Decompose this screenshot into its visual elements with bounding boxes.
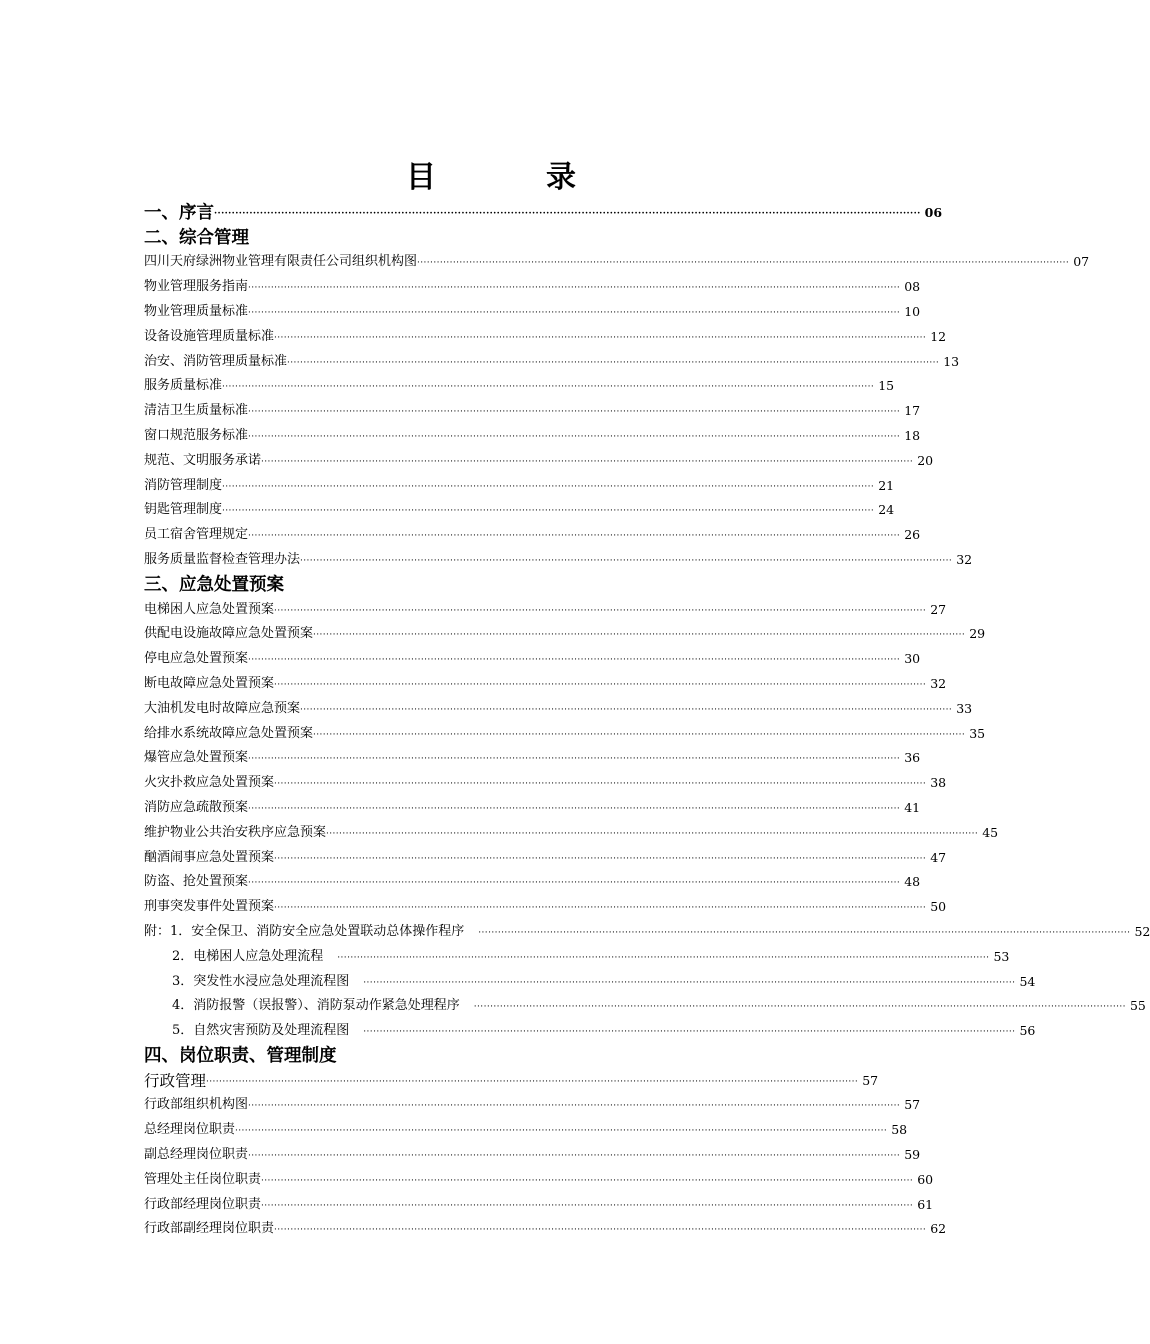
toc-page-number: 55 xyxy=(1129,998,1146,1014)
toc-page-number: 59 xyxy=(904,1147,921,1163)
toc-entry-label: 爆管应急处置预案 xyxy=(144,750,249,766)
toc-entry-label: 四川天府绿洲物业管理有限责任公司组织机构图 xyxy=(144,254,418,270)
title-char-1: 目 xyxy=(406,160,436,195)
dot-leader: ········································································································································································································ xyxy=(313,729,966,740)
dot-leader: ········································································································································································································ xyxy=(206,1076,859,1087)
toc-entry-label: 规范、文明服务承诺 xyxy=(144,452,262,468)
dot-leader: ········································································································································································································ xyxy=(300,704,953,715)
toc-page-number: 15 xyxy=(878,378,895,394)
toc-entry[interactable] xyxy=(144,1016,1036,1041)
toc-section-heading[interactable] xyxy=(144,1041,800,1066)
toc-entry-label: 2．电梯困人应急处理流程 xyxy=(172,948,324,964)
dot-leader: ········································································································································································································ xyxy=(363,1027,1016,1038)
dot-leader: ········································································································································································································ xyxy=(363,977,1016,988)
toc-page-number: 12 xyxy=(930,328,947,344)
dot-leader: ········································································································································································································ xyxy=(248,431,901,442)
dot-leader: ········································································································································································································ xyxy=(222,506,875,517)
toc-entry-label: 物业管理质量标准 xyxy=(144,303,249,319)
toc-page-number: 13 xyxy=(943,353,960,369)
toc-page-number: 54 xyxy=(1019,973,1036,989)
toc-page-number: 57 xyxy=(904,1097,921,1113)
toc-section-heading[interactable] xyxy=(144,570,800,595)
toc-entry-label: 钥匙管理制度 xyxy=(144,502,223,518)
toc-entry[interactable] xyxy=(144,818,999,843)
toc-entry-label: 行政部组织机构图 xyxy=(144,1097,249,1113)
toc-entry[interactable] xyxy=(144,744,921,769)
toc-entry-label: 刑事突发事件处置预案 xyxy=(144,899,275,915)
toc-entry-label: 4．消防报警（误报警）、消防泵动作紧急处理程序 xyxy=(172,998,460,1014)
dot-leader: ········································································································································································································ xyxy=(473,1002,1126,1013)
toc-entry-label: 供配电设施故障应急处置预案 xyxy=(144,626,314,642)
dot-leader: ········································································································································································································ xyxy=(248,655,901,666)
toc-entry-label: 治安、消防管理质量标准 xyxy=(144,353,288,369)
toc-entry[interactable] xyxy=(144,917,1150,942)
dot-leader: ········································································································································································································ xyxy=(248,1151,901,1162)
toc-entry-label: 副总经理岗位职责 xyxy=(144,1147,249,1163)
dot-leader: ········································································································································································································ xyxy=(248,407,901,418)
dot-leader: ········································································································································································································ xyxy=(248,531,901,542)
toc-entry-label: 断电故障应急处置预案 xyxy=(144,675,275,691)
title-char-2: 录 xyxy=(546,160,576,195)
toc-page-number: 27 xyxy=(930,601,947,617)
toc-entry[interactable] xyxy=(144,1091,921,1116)
dot-leader: ········································································································································································································ xyxy=(248,307,901,318)
toc-page-number: 08 xyxy=(904,279,921,295)
toc-entry-label: 二、综合管理 xyxy=(144,227,249,248)
toc-entry-label: 附：1．安全保卫、消防安全应急处置联动总体操作程序 xyxy=(144,923,465,939)
toc-entry-label: 行政管理 xyxy=(144,1071,207,1090)
toc-page-number: 18 xyxy=(904,427,921,443)
toc-entry-label: 大油机发电时故障应急预案 xyxy=(144,700,301,716)
toc-entry[interactable] xyxy=(144,520,921,545)
toc-entry[interactable] xyxy=(144,1190,934,1215)
toc-entry-label: 窗口规范服务标准 xyxy=(144,427,249,443)
toc-entry[interactable] xyxy=(144,967,1036,992)
toc-page-number: 47 xyxy=(930,849,947,865)
toc-entry-label: 清洁卫生质量标准 xyxy=(144,403,249,419)
dot-leader: ········································································································································································································ xyxy=(235,1126,888,1137)
dot-leader: ········································································································································································································ xyxy=(337,952,990,963)
toc-page-number: 26 xyxy=(904,527,921,543)
dot-leader: ········································································································································································································ xyxy=(274,332,927,343)
toc-entry-label: 三、应急处置预案 xyxy=(144,574,284,595)
toc-page-number: 20 xyxy=(917,452,934,468)
toc-entry-label: 设备设施管理质量标准 xyxy=(144,328,275,344)
toc-entry[interactable] xyxy=(144,545,973,570)
dot-leader: ········································································································································································································ xyxy=(261,456,914,467)
dot-leader: ········································································································································································································ xyxy=(478,927,1131,938)
page-title xyxy=(0,152,950,195)
toc-entry-label: 5．自然灾害预防及处理流程图 xyxy=(172,1023,350,1039)
toc-entry-label: 防盗、抢处置预案 xyxy=(144,874,249,890)
toc-entry-label: 四、岗位职责、管理制度 xyxy=(144,1045,337,1066)
toc-entry[interactable] xyxy=(144,620,986,645)
toc-page-number: 24 xyxy=(878,502,895,518)
dot-leader: ········································································································································································································ xyxy=(222,481,875,492)
toc-entry[interactable] xyxy=(144,1140,921,1165)
toc-entry[interactable] xyxy=(144,669,947,694)
toc-page-number: 45 xyxy=(982,824,999,840)
dot-leader: ········································································································································································································ xyxy=(222,382,875,393)
toc-page-number: 35 xyxy=(969,725,986,741)
toc-entry-label: 服务质量标准 xyxy=(144,378,223,394)
toc-entry-label: 消防应急疏散预案 xyxy=(144,799,249,815)
toc-page-number: 61 xyxy=(917,1196,934,1212)
toc-entry[interactable] xyxy=(144,421,921,446)
toc-page-number: 07 xyxy=(1073,254,1090,270)
toc-entry[interactable] xyxy=(144,595,947,620)
toc-entry[interactable] xyxy=(144,768,947,793)
toc-page-number: 41 xyxy=(904,799,921,815)
toc-entry[interactable] xyxy=(144,843,947,868)
toc-entry[interactable] xyxy=(144,1215,947,1240)
toc-section-heading[interactable] xyxy=(144,198,943,223)
dot-leader: ········································································································································································································ xyxy=(261,1200,914,1211)
toc-entry-label: 服务质量监督检查管理办法 xyxy=(144,551,301,567)
dot-leader: ········································································································································································································ xyxy=(261,1175,914,1186)
toc-entry[interactable] xyxy=(144,446,934,471)
dot-leader: ········································································································································································································ xyxy=(248,803,901,814)
dot-leader: ········································································································································································································ xyxy=(417,258,1070,269)
toc-entry[interactable] xyxy=(144,372,895,397)
toc-entry[interactable] xyxy=(144,719,986,744)
dot-leader: ········································································································································································································ xyxy=(274,679,927,690)
toc-page-number: 57 xyxy=(862,1072,879,1088)
toc-entry[interactable] xyxy=(144,322,947,347)
toc-page-number: 38 xyxy=(930,775,947,791)
toc-page-number: 56 xyxy=(1019,1023,1036,1039)
toc-entry[interactable] xyxy=(144,644,921,669)
dot-leader: ········································································································································································································ xyxy=(214,208,921,219)
toc-page-number: 58 xyxy=(891,1122,908,1138)
toc-page-number: 32 xyxy=(930,675,947,691)
toc-page-number: 53 xyxy=(993,948,1010,964)
dot-leader: ········································································································································································································ xyxy=(274,853,927,864)
toc-page-number: 36 xyxy=(904,750,921,766)
toc-entry-label: 行政部副经理岗位职责 xyxy=(144,1221,275,1237)
toc-page-number: 06 xyxy=(924,204,943,220)
toc-entry[interactable] xyxy=(144,694,973,719)
toc-entry-label: 停电应急处置预案 xyxy=(144,651,249,667)
table-of-contents xyxy=(144,198,1150,1239)
toc-entry-label: 维护物业公共治安秩序应急预案 xyxy=(144,824,327,840)
dot-leader: ········································································································································································································ xyxy=(313,630,966,641)
toc-page-number: 60 xyxy=(917,1171,934,1187)
toc-entry[interactable] xyxy=(144,992,1146,1017)
toc-entry-label: 酗酒闹事应急处置预案 xyxy=(144,849,275,865)
toc-entry-label: 消防管理制度 xyxy=(144,477,223,493)
toc-entry-label: 物业管理服务指南 xyxy=(144,279,249,295)
toc-section-heading[interactable] xyxy=(144,223,800,248)
toc-page-number: 17 xyxy=(904,403,921,419)
dot-leader: ········································································································································································································ xyxy=(300,555,953,566)
toc-entry[interactable] xyxy=(144,1115,908,1140)
toc-entry[interactable] xyxy=(144,297,921,322)
toc-entry[interactable] xyxy=(144,1165,934,1190)
dot-leader: ········································································································································································································ xyxy=(326,828,979,839)
toc-entry[interactable] xyxy=(144,272,921,297)
toc-entry-label: 总经理岗位职责 xyxy=(144,1122,236,1138)
dot-leader: ········································································································································································································ xyxy=(274,903,927,914)
toc-page-number: 10 xyxy=(904,303,921,319)
toc-page-number: 30 xyxy=(904,651,921,667)
dot-leader: ········································································································································································································ xyxy=(274,1225,927,1236)
toc-entry[interactable] xyxy=(144,868,921,893)
toc-entry-label: 给排水系统故障应急处置预案 xyxy=(144,725,314,741)
dot-leader: ········································································································································································································ xyxy=(287,357,940,368)
dot-leader: ········································································································································································································ xyxy=(248,878,901,889)
toc-entry-label: 3．突发性水浸应急处理流程图 xyxy=(172,973,350,989)
toc-entry[interactable] xyxy=(144,396,921,421)
toc-page-number: 32 xyxy=(956,551,973,567)
dot-leader: ········································································································································································································ xyxy=(248,1101,901,1112)
toc-page-number: 50 xyxy=(930,899,947,915)
toc-entry[interactable] xyxy=(144,347,960,372)
dot-leader: ········································································································································································································ xyxy=(274,605,927,616)
toc-entry[interactable] xyxy=(144,471,895,496)
toc-entry-label: 行政部经理岗位职责 xyxy=(144,1196,262,1212)
toc-entry-label: 一、序言 xyxy=(144,202,214,223)
dot-leader: ········································································································································································································ xyxy=(248,283,901,294)
toc-entry[interactable] xyxy=(144,496,895,521)
toc-page-number: 52 xyxy=(1134,923,1150,939)
toc-entry[interactable] xyxy=(144,248,1090,273)
toc-entry-label: 火灾扑救应急处置预案 xyxy=(144,775,275,791)
toc-entry-label: 电梯困人应急处置预案 xyxy=(144,601,275,617)
toc-page-number: 33 xyxy=(956,700,973,716)
toc-entry[interactable] xyxy=(144,1066,879,1091)
toc-entry-label: 员工宿舍管理规定 xyxy=(144,527,249,543)
toc-page-number: 21 xyxy=(878,477,895,493)
toc-page-number: 48 xyxy=(904,874,921,890)
toc-entry[interactable] xyxy=(144,892,947,917)
toc-entry[interactable] xyxy=(144,942,1010,967)
dot-leader: ········································································································································································································ xyxy=(248,754,901,765)
toc-entry[interactable] xyxy=(144,793,921,818)
toc-page-number: 29 xyxy=(969,626,986,642)
toc-entry-label: 管理处主任岗位职责 xyxy=(144,1171,262,1187)
toc-page-number: 62 xyxy=(930,1221,947,1237)
dot-leader: ········································································································································································································ xyxy=(274,779,927,790)
